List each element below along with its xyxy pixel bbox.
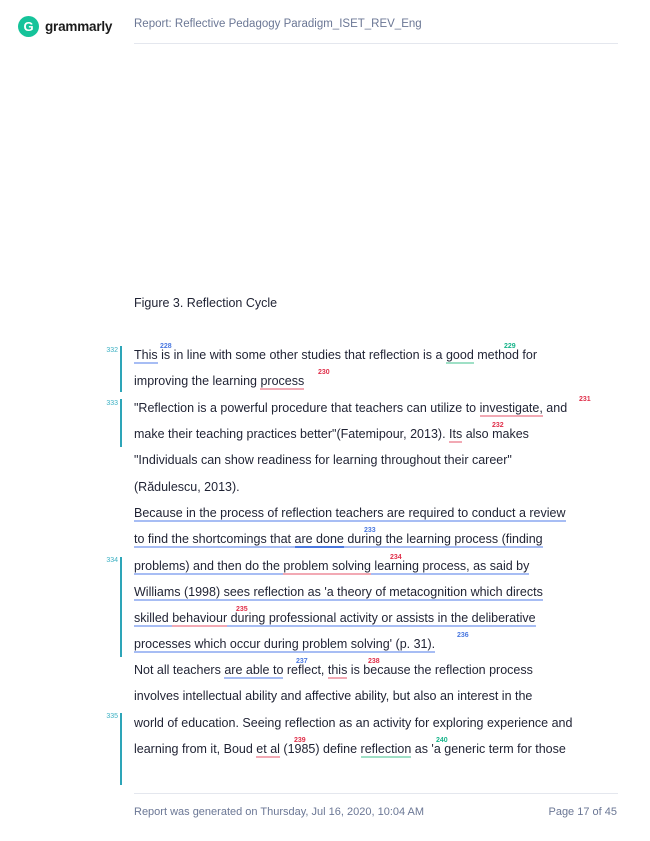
suggestion-correctness[interactable]: Its bbox=[449, 427, 463, 441]
suggestion-marker: 240 bbox=[436, 737, 448, 744]
suggestion-engagement[interactable]: reflection bbox=[360, 742, 412, 756]
paragraph-bar bbox=[120, 713, 122, 785]
text-line: Not all teachers are able to reflect, this is because the reflection process bbox=[134, 663, 533, 677]
report-title: Report: Reflective Pedagogy Paradigm_ISET_REV_Eng bbox=[134, 18, 422, 30]
suggestion-engagement[interactable]: good bbox=[445, 348, 474, 362]
paragraph-number: 332 bbox=[106, 347, 118, 354]
suggestion-correctness[interactable]: problem solving bbox=[283, 559, 371, 573]
suggestion-correctness[interactable]: et al bbox=[256, 742, 280, 756]
text-line: to find the shortcomings that are done during the learning process (finding bbox=[134, 532, 543, 546]
suggestion-marker: 235 bbox=[236, 606, 248, 613]
footer-divider bbox=[134, 793, 618, 794]
grammarly-g-icon: G bbox=[18, 16, 39, 37]
suggestion-marker: 230 bbox=[318, 369, 330, 376]
paragraph-bar bbox=[120, 399, 122, 447]
header-divider bbox=[134, 43, 618, 44]
suggestion-correctness[interactable]: behaviour bbox=[172, 611, 228, 625]
suggestion-marker: 233 bbox=[364, 527, 376, 534]
suggestion-marker: 234 bbox=[390, 554, 402, 561]
suggestion-correctness[interactable]: process bbox=[260, 374, 305, 388]
report-generated-date: Report was generated on Thursday, Jul 16, 2020, 10:04 AM bbox=[134, 806, 425, 818]
page-number: Page 17 of 45 bbox=[548, 806, 617, 818]
text-line: processes which occur during problem solving' (p. 31). bbox=[134, 637, 436, 651]
paragraph-number: 334 bbox=[106, 557, 118, 564]
text-line: problems) and then do the problem solving learning process, as said by bbox=[134, 559, 530, 573]
suggestion-clarity[interactable]: This bbox=[134, 348, 158, 362]
suggestion-clarity[interactable]: are able to bbox=[224, 663, 284, 677]
text-line: improving the learning process bbox=[134, 374, 305, 388]
paragraph-bar bbox=[120, 557, 122, 657]
text-line: world of education. Seeing reflection as an activity for exploring experience and bbox=[134, 716, 573, 730]
suggestion-correctness[interactable]: this bbox=[327, 663, 348, 677]
paragraph-number: 333 bbox=[106, 400, 118, 407]
grammarly-logo bbox=[18, 16, 112, 37]
figure-caption: Figure 3. Reflection Cycle bbox=[134, 296, 278, 310]
suggestion-correctness[interactable]: investigate, bbox=[479, 401, 543, 415]
text-line: make their teaching practices better"(Fatemipour, 2013). Its also makes bbox=[134, 427, 529, 441]
suggestion-marker: 239 bbox=[294, 737, 306, 744]
paragraph-bar bbox=[120, 346, 122, 392]
suggestion-marker: 236 bbox=[457, 632, 469, 639]
text-line: (Rădulescu, 2013). bbox=[134, 480, 240, 494]
paragraph-number: 335 bbox=[106, 713, 118, 720]
suggestion-marker: 232 bbox=[492, 422, 504, 429]
text-line: skilled behaviour during professional activity or assists in the deliberative bbox=[134, 611, 536, 625]
text-line: "Reflection is a powerful procedure that teachers can utilize to investigate, and bbox=[134, 401, 568, 415]
suggestion-marker: 237 bbox=[296, 658, 308, 665]
suggestion-marker: 228 bbox=[160, 343, 172, 350]
text-line: Williams (1998) sees reflection as 'a theory of metacognition which directs bbox=[134, 585, 543, 599]
text-line: learning from it, Boud et al (1985) define reflection as 'a generic term for those bbox=[134, 742, 566, 756]
suggestion-marker: 238 bbox=[368, 658, 380, 665]
logo-text: grammarly bbox=[45, 19, 113, 34]
text-line: "Individuals can show readiness for learning throughout their career" bbox=[134, 453, 512, 467]
text-line: This is in line with some other studies that reflection is a good method for bbox=[134, 348, 538, 362]
suggestion-clarity-sentence[interactable]: Because in the process of reflection teachers are required to conduct a review bbox=[134, 506, 566, 520]
suggestion-marker: 229 bbox=[504, 343, 516, 350]
suggestion-marker: 231 bbox=[579, 396, 591, 403]
text-line: involves intellectual ability and affective ability, but also an interest in the bbox=[134, 689, 533, 703]
suggestion-clarity[interactable]: are done bbox=[294, 532, 344, 546]
